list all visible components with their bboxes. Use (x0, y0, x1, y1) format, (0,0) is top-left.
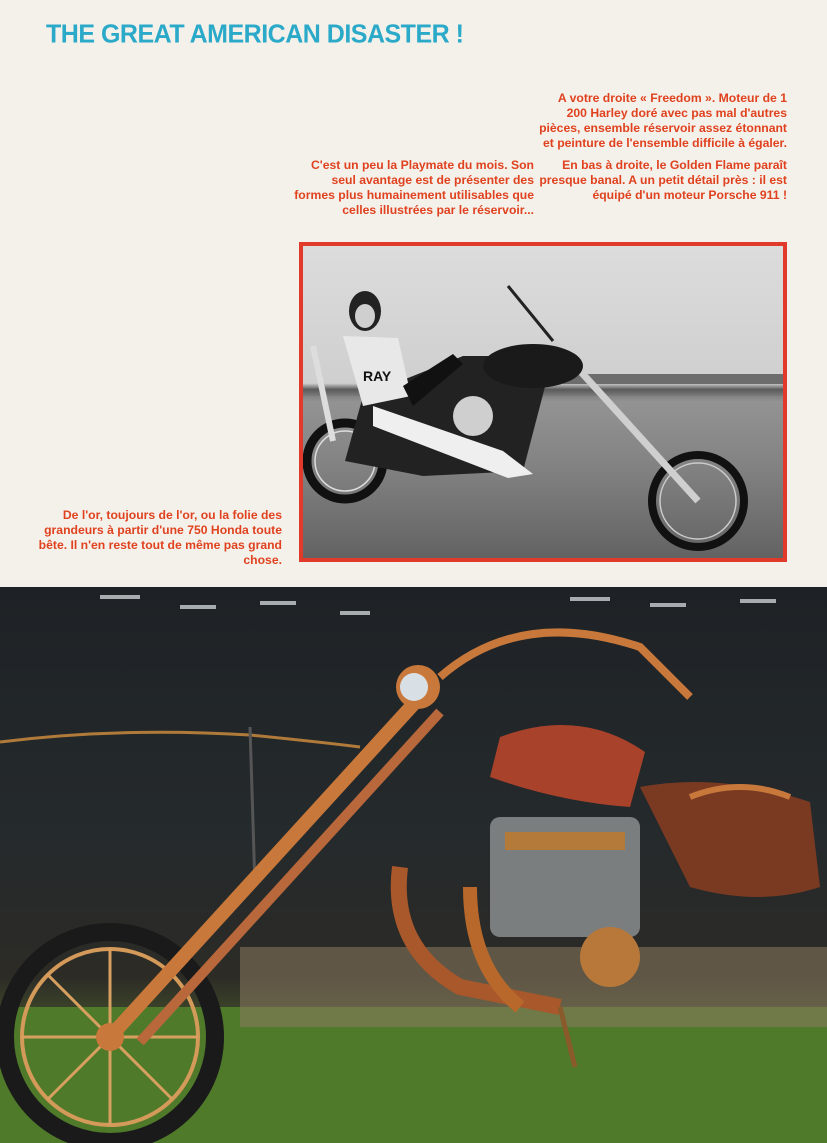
golden-chopper-illustration (0, 587, 827, 1143)
caption-playmate: C'est un peu la Playmate du mois. Son seul avantage est de présenter des formes plus humainement utilisables que celles illustrées par le réservoir... (294, 158, 534, 217)
photo-frame (299, 242, 787, 562)
photo-rider-chopper (303, 246, 783, 558)
caption-golden-flame-text: En bas à droite, le Golden Flame paraît presque banal. A un petit détail près : il est équipé d'un moteur Porsche 911 ! (539, 158, 787, 202)
photo-golden-chopper (0, 587, 827, 1143)
caption-freedom-text: A votre droite « Freedom ». Moteur de 1 200 Harley doré avec pas mal d'autres pièces, ensemble réservoir assez étonnant et peinture de l'ensemble difficile à égaler. (539, 91, 787, 150)
chopper-illustration (303, 246, 783, 558)
page-title: THE GREAT AMERICAN DISASTER ! (46, 19, 464, 49)
caption-freedom (535, 91, 787, 210)
rider-jersey-text: RAY (363, 368, 392, 384)
caption-honda: De l'or, toujours de l'or, ou la folie des grandeurs à partir d'une 750 Honda toute bête. Il n'en reste tout de même pas grand chose. (38, 508, 282, 567)
